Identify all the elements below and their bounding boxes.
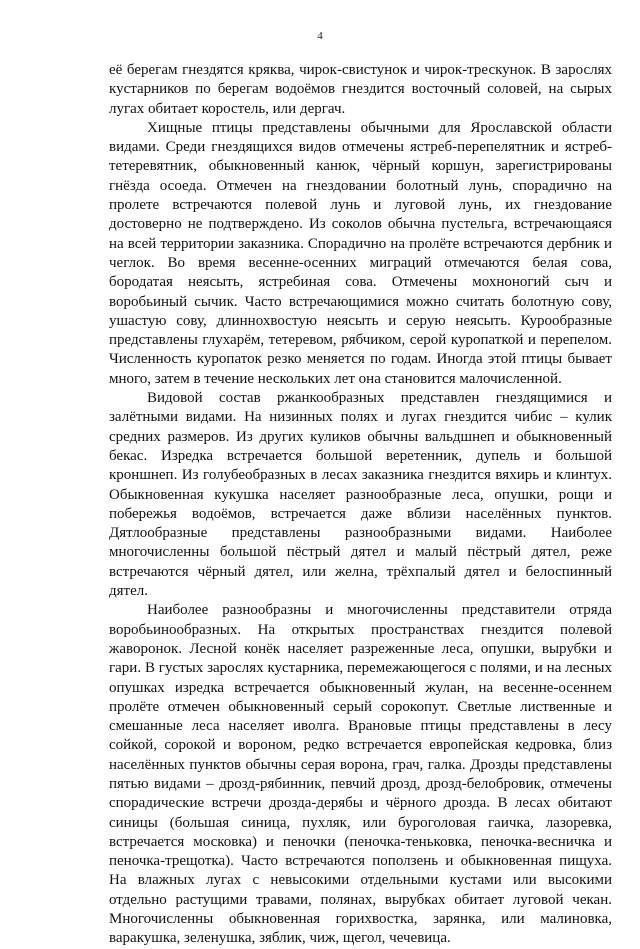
paragraph: Наиболее разнообразны и многочисленны представители отряда воробьинообразных. На открытых пространствах гнездится полевой жаворонок. Лесной конёк населяет разреженные леса, опушки, вырубки и гари. В густых зарослях кустарника, перемежающегося с полями, и на лесных опушках изредка встречается обыкновенный жулан, на весенне-осеннем пролёте отмечен обыкновенный серый сорокопут. Светлые лиственные и смешанные леса населяет иволга. Врановые птицы представлены в лесу сойкой, сорокой и вороном, редко встречается европейская кедровка, близ населённых пунктов обычны серая ворона, грач, галка. Дрозды представлены пятью видами – дрозд-рябинник, певчий дрозд, дрозд-белобровик, отмечены спорадические встречи дрозда-дерябы и чёрного дрозда. В лесах обитают синицы (большая синица, пухляк, или буроголовая гаичка, лазоревка, встречается московка) и пеночки (пеночка-теньковка, пеночка-весничка и пеночка-трещотка). Часто встречаются поползень и обыкновенная пищуха. На влажных лугах с невысокими отдельными кустами или высокими отдельно растущими травами, полянах, вырубках обитает луговой чекан. Многочисленны обыкновенная горихвостка, зарянка, или малиновка, варакушка, зеленушка, зяблик, чиж, щегол, чечевица. <box>109 602 612 947</box>
body-text <box>109 61 612 949</box>
paragraph: её берегам гнездятся кряква, чирок-свистунок и чирок-трескунок. В зарослях кустарников по берегам водоёмов гнездится восточный соловей, на сырых лугах обитает коростель, или дергач. <box>109 62 612 117</box>
paragraph: Видовой состав ржанкообразных представлен гнездящимися и залётными видами. На низинных полях и лугах гнездится чибис – кулик средних размеров. Из других куликов обычны вальдшнеп и обыкновенный бекас. Изредка встречается большой веретенник, дупель и большой кроншнеп. Из голубеобразных в лесах заказника гнездится вяхирь и клинтух. Обыкновенная кукушка населяет разнообразные леса, опушки, рощи и побережья водоёмов, встречается даже вблизи населённых пунктов. Дятлообразные представлены разнообразными видами. Наиболее многочисленны большой пёстрый дятел и малый пёстрый дятел, реже встречаются чёрный дятел, или желна, трёхпалый дятел и белоспинный дятел. <box>109 390 612 600</box>
page-number: 4 <box>317 30 323 42</box>
paragraph: Хищные птицы представлены обычными для Ярославской области видами. Среди гнездящихся видов отмечены ястреб-перепелятник и ястреб-тетеревятник, обыкновенный канюк, чёрный коршун, зарегистрированы гнёзда осоеда. Отмечен на гнездовании болотный лунь, спорадично на пролете встречаются полевой лунь и луговой лунь, их гнездование достоверно не подтверждено. Из соколов обычна пустельга, встречающаяся на всей территории заказника. Спорадично на пролёте встречаются дербник и чеглок. Во время весенне-осенних миграций отмечаются белая сова, бородатая неясыть, ястребиная сова. Отмечены мохноногий сыч и воробьиный сычик. Часто встречающимися можно считать болотную сову, ушастую сову, длиннохвостую неясыть и серую неясыть. Курообразные представлены глухарём, тетеревом, рябчиком, серой куропаткой и перепелом. Численность куропаток резко меняется по годам. Иногда этой птицы бывает много, затем в течение нескольких лет она становится малочисленной. <box>109 119 612 387</box>
